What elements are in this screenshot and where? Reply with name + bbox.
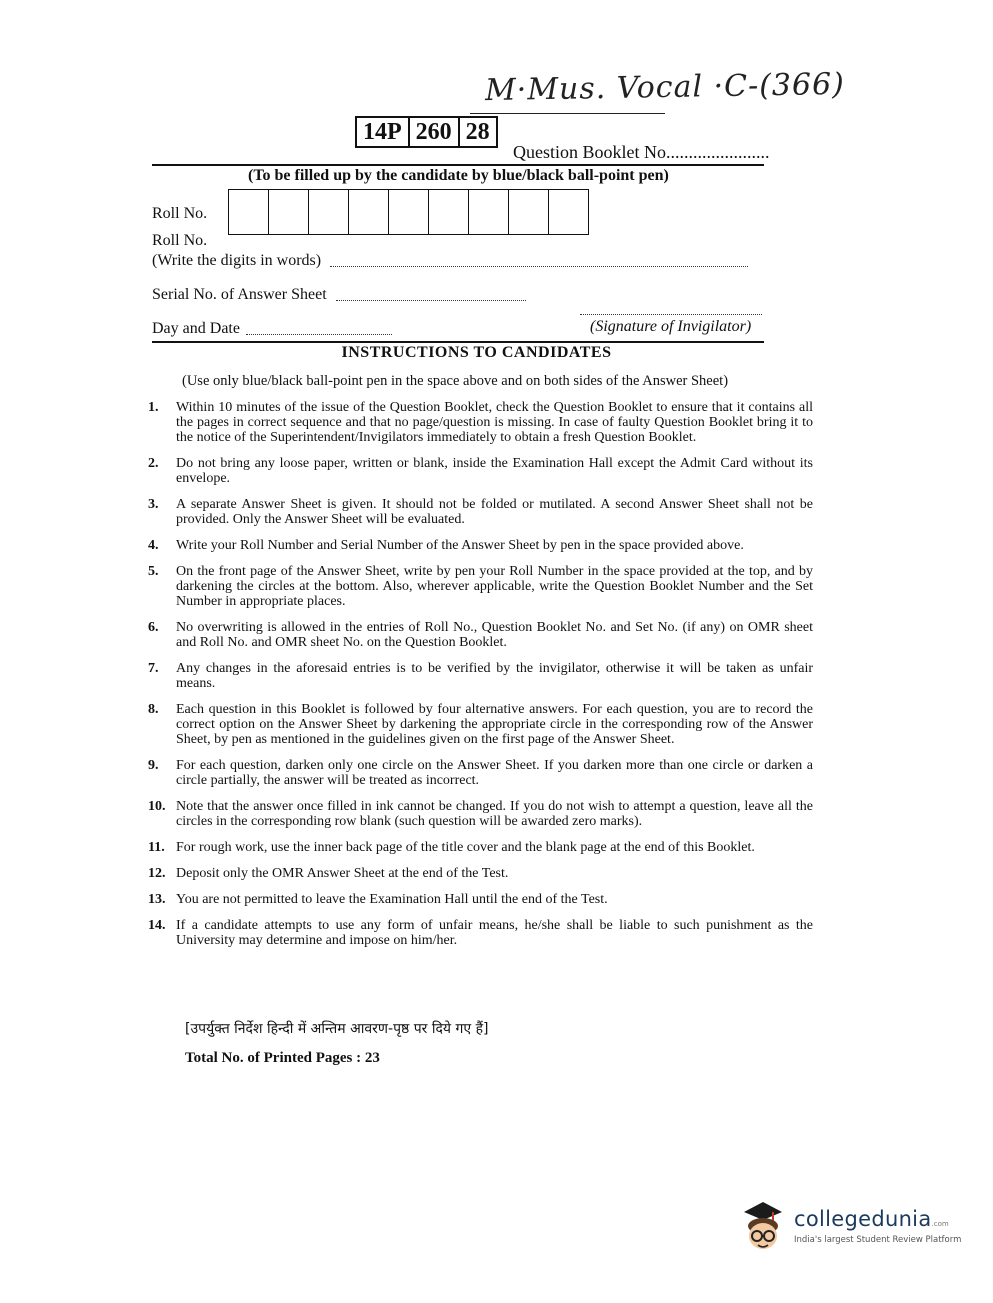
roll-digit-box[interactable] [509,190,549,234]
roll-digit-box[interactable] [429,190,469,234]
instruction-item: 9. For each question, darken only one circle on the Answer Sheet. If you darken more than one circle or darken a circle partially, the answer will be treated as incorrect. [148,758,813,788]
booklet-code-part-1: 14P [357,118,410,146]
instruction-item: 10. Note that the answer once filled in ink cannot be changed. If you do not wish to attempt a question, leave all the circles in the corresponding row blank (such question will be awarded zero marks). [148,799,813,829]
hindi-note: [उपर्युक्त निर्देश हिन्दी में अन्तिम आवरण-पृष्ठ पर दिये गए हैं] [185,1021,489,1037]
roll-digit-box[interactable] [389,190,429,234]
booklet-code-part-3: 28 [465,119,490,145]
handwritten-course-note: M·Mus. Vocal ·C-(366) [484,66,846,109]
instruction-item: 2. Do not bring any loose paper, written or blank, inside the Examination Hall except the Admit Card without its envelope. [148,456,813,486]
instruction-item: 6. No overwriting is allowed in the entries of Roll No., Question Booklet No. and Set No. (if any) on OMR sheet and Roll No. and OMR sheet No. on the Question Booklet. [148,620,813,650]
collegedunia-logo[interactable] [738,1198,961,1254]
logo-sup: .com [931,1220,949,1228]
roll-digit-box[interactable] [349,190,389,234]
question-booklet-label: Question Booklet No....................... [513,142,770,162]
roll-words-field[interactable] [330,252,748,267]
roll-digit-box[interactable] [229,190,269,234]
instruction-item: 11. For rough work, use the inner back page of the title cover and the blank page at the end of this Booklet. [148,840,755,855]
instructions-note: (Use only blue/black ball-point pen in the space above and on both sides of the Answer Sheet) [182,373,729,389]
top-rule [152,164,764,166]
roll-digit-box[interactable] [309,190,349,234]
roll-digit-box[interactable] [469,190,509,234]
instruction-item: 5. On the front page of the Answer Sheet, write by pen your Roll Number in the space provided at the top, and by darkening the circles at the bottom. Also, wherever applicable, write the Question Booklet Number and the Set Number in appropriate places. [148,564,813,609]
roll-no-words-sub: (Write the digits in words) [152,252,322,269]
total-pages: Total No. of Printed Pages : 23 [185,1050,380,1066]
instructions-list [148,400,813,959]
booklet-code-part-2: 260 [410,118,460,146]
handwritten-underline [470,113,665,114]
logo-tagline: India's largest Student Review Platform [794,1235,962,1245]
signature-label: (Signature of Invigilator) [590,318,752,335]
logo-text [794,1207,961,1245]
bottom-rule [152,341,764,343]
instruction-item: 14. If a candidate attempts to use any form of unfair means, he/she shall be liable to such punishment as the University may determine and impose on him/her. [148,918,813,948]
roll-no-label: Roll No. [152,205,208,222]
instruction-item: 1. Within 10 minutes of the issue of the Question Booklet, check the Question Booklet to ensure that it contains all the pages in correct sequence and that no page/question is missing. In case of faulty Question Booklet bring it to the notice of the Superintendent/Invigilators immediately to obtain a fresh Question Booklet. [148,400,813,445]
day-date-label: Day and Date [152,320,240,337]
mascot-icon [738,1198,788,1254]
signature-field[interactable] [580,300,762,315]
roll-digit-box[interactable] [269,190,309,234]
serial-field[interactable] [336,286,526,301]
roll-no-boxes[interactable] [228,189,589,235]
instructions-title: INSTRUCTIONS TO CANDIDATES [341,344,612,361]
roll-digit-box[interactable] [549,190,588,234]
booklet-code-box [355,116,498,148]
instruction-item: 3. A separate Answer Sheet is given. It should not be folded or mutilated. A second Answer Sheet shall not be provided. Only the Answer Sheet will be evaluated. [148,497,813,527]
instruction-item: 8. Each question in this Booklet is followed by four alternative answers. For each question, you are to record the correct option on the Answer Sheet by darkening the appropriate circle in the corresponding row of the Answer Sheet, by pen as mentioned in the guidelines given on the first page of the Answer Sheet. [148,702,813,747]
instruction-item: 12. Deposit only the OMR Answer Sheet at the end of the Test. [148,866,509,881]
serial-label: Serial No. of Answer Sheet [152,286,327,303]
day-date-field[interactable] [246,320,392,335]
instruction-item: 7. Any changes in the aforesaid entries is to be verified by the invigilator, otherwise it will be taken as unfair means. [148,661,813,691]
roll-no-words-label: Roll No. [152,232,208,249]
instruction-item: 4. Write your Roll Number and Serial Number of the Answer Sheet by pen in the space provided above. [148,538,744,553]
fill-instruction: (To be filled up by the candidate by blue/black ball-point pen) [248,167,669,184]
logo-name: collegedunia [794,1207,932,1231]
instruction-item: 13. You are not permitted to leave the Examination Hall until the end of the Test. [148,892,608,907]
